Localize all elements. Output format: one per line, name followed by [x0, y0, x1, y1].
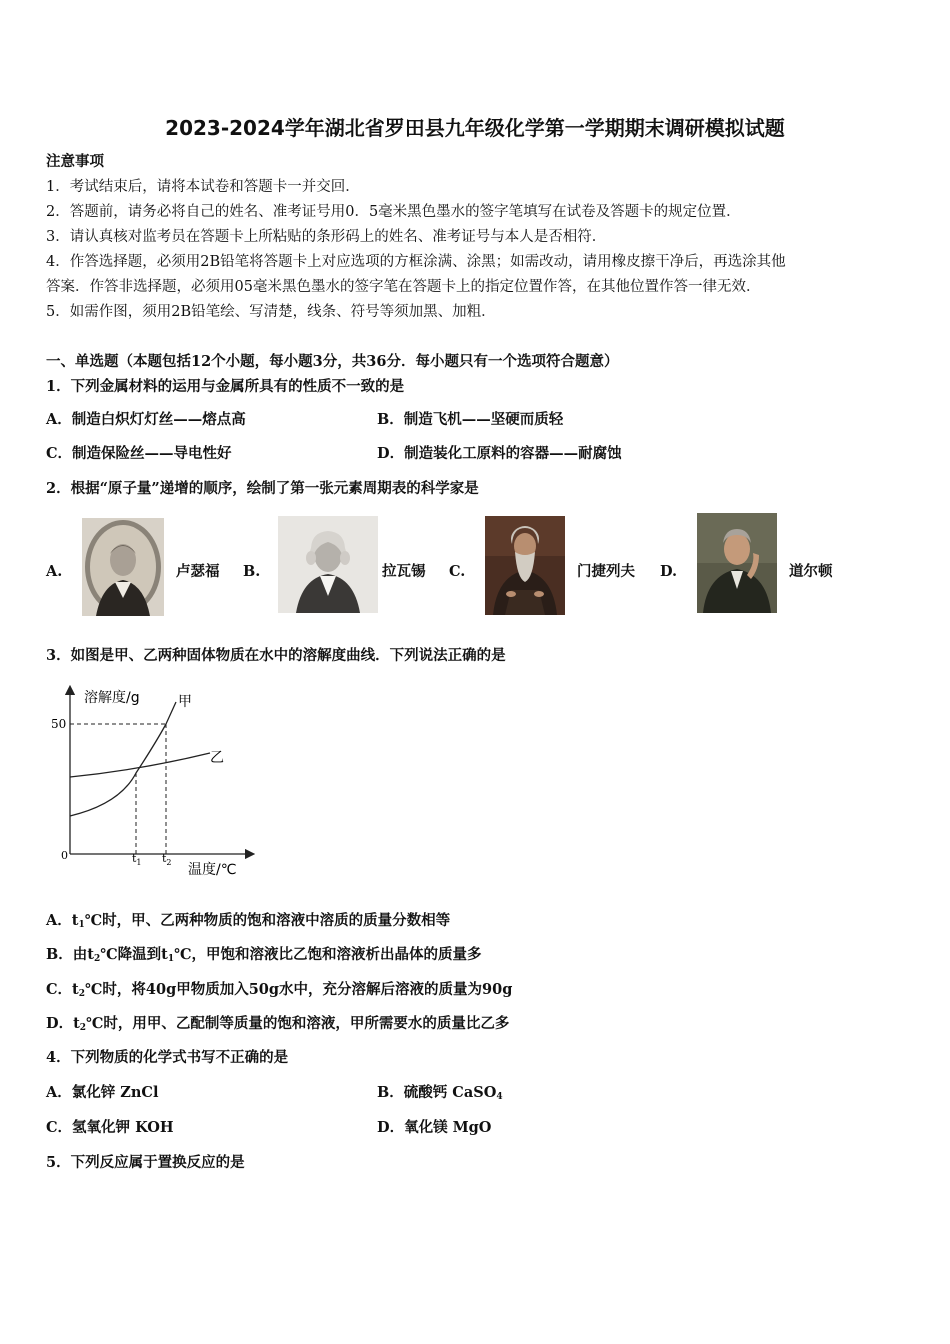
question-4-stem: 4．下列物质的化学式书写不正确的是	[46, 1049, 289, 1066]
question-2-option-b-letter[interactable]: B.	[243, 563, 261, 580]
question-2-option-a-letter[interactable]: A.	[46, 563, 63, 580]
series-yi-label: 乙	[210, 750, 224, 766]
question-1-stem: 1．下列金属材料的运用与金属所具有的性质不一致的是	[46, 378, 405, 395]
question-1-option-b[interactable]: B．制造飞机——坚硬而质轻	[377, 411, 564, 428]
question-2-option-d-letter[interactable]: D.	[660, 563, 678, 580]
question-1-option-d[interactable]: D．制造装化工原料的容器——耐腐蚀	[377, 445, 622, 462]
question-2-option-a-name: 卢瑟福	[176, 563, 220, 580]
portrait-rutherford	[82, 518, 164, 616]
series-jia-line	[70, 702, 176, 816]
question-2-option-b-name: 拉瓦锡	[382, 563, 426, 580]
notice-item-3: 3．请认真核对监考员在答题卡上所粘贴的条形码上的姓名、准考证号与本人是否相符．	[46, 229, 607, 245]
question-1-option-a[interactable]: A．制造白炽灯灯丝——熔点高	[46, 411, 246, 428]
question-2-option-c-letter[interactable]: C.	[449, 563, 466, 580]
question-2-stem: 2．根据“原子量”递增的顺序，绘制了第一张元素周期表的科学家是	[46, 480, 479, 497]
question-3-stem: 3．如图是甲、乙两种固体物质在水中的溶解度曲线．下列说法正确的是	[46, 647, 506, 664]
origin-label: 0	[61, 849, 68, 862]
portrait-lavoisier	[278, 516, 378, 613]
series-yi-line	[70, 753, 210, 777]
notice-heading: 注意事项	[46, 153, 104, 170]
notice-item-4: 4．作答选择题，必须用2B铅笔将答题卡上对应选项的方框涂满、涂黑；如需改动，请用橡皮擦干净后，再选涂其他	[46, 254, 786, 270]
section-heading: 一、单选题（本题包括12个小题，每小题3分，共36分．每小题只有一个选项符合题意）	[46, 353, 619, 370]
notice-item-2: 2．答题前，请务必将自己的姓名、准考证号用0．5毫米黑色墨水的签字笔填写在试卷及答题卡的规定位置．	[46, 204, 741, 220]
question-4-option-a[interactable]: A．氯化锌 ZnCl	[46, 1084, 159, 1101]
notice-item-4-cont: 答案．作答非选择题，必须用05毫米黑色墨水的签字笔在答题卡上的指定位置作答，在其他位置作答一律无效．	[46, 279, 761, 295]
question-3-option-c[interactable]: C．$t_2℃$时，将40g甲物质加入50g水中，充分溶解后溶液的质量为90g	[46, 981, 513, 999]
x-tick-t2: $t_2$	[162, 852, 172, 867]
series-jia-label: 甲	[178, 694, 192, 710]
question-2-option-d-name: 道尔顿	[789, 563, 833, 580]
portrait-mendeleev	[485, 516, 565, 615]
y-axis-label: 溶解度/g	[84, 690, 140, 706]
y-tick-50: 50	[51, 717, 67, 731]
question-4-option-b[interactable]: B．硫酸钙 CaSO$_4$	[377, 1084, 503, 1102]
question-3-option-b[interactable]: B．由$t_2℃$降温到$t_1℃$，甲饱和溶液比乙饱和溶液析出晶体的质量多	[46, 946, 482, 964]
page-title: 2023-2024学年湖北省罗田县九年级化学第一学期期末调研模拟试题	[165, 116, 785, 140]
portrait-dalton	[697, 513, 777, 613]
x-tick-t1: $t_1$	[132, 852, 142, 867]
notice-item-5: 5．如需作图，须用2B铅笔绘、写清楚，线条、符号等须加黑、加粗．	[46, 304, 496, 320]
question-2-option-c-name: 门捷列夫	[577, 563, 635, 580]
notice-item-1: 1．考试结束后，请将本试卷和答题卡一并交回．	[46, 179, 360, 195]
question-3-option-d[interactable]: D．$t_2℃$时，用甲、乙配制等质量的饱和溶液，甲所需要水的质量比乙多	[46, 1015, 510, 1033]
question-5-stem: 5．下列反应属于置换反应的是	[46, 1154, 245, 1171]
x-axis-label: 温度/℃	[188, 862, 237, 878]
question-4-option-d[interactable]: D．氧化镁 MgO	[377, 1119, 492, 1136]
solubility-chart	[40, 682, 260, 882]
question-3-option-a[interactable]: A．$t_1℃$时，甲、乙两种物质的饱和溶液中溶质的质量分数相等	[46, 912, 451, 930]
question-1-option-c[interactable]: C．制造保险丝——导电性好	[46, 445, 232, 462]
question-4-option-c[interactable]: C．氢氧化钾 KOH	[46, 1119, 174, 1136]
